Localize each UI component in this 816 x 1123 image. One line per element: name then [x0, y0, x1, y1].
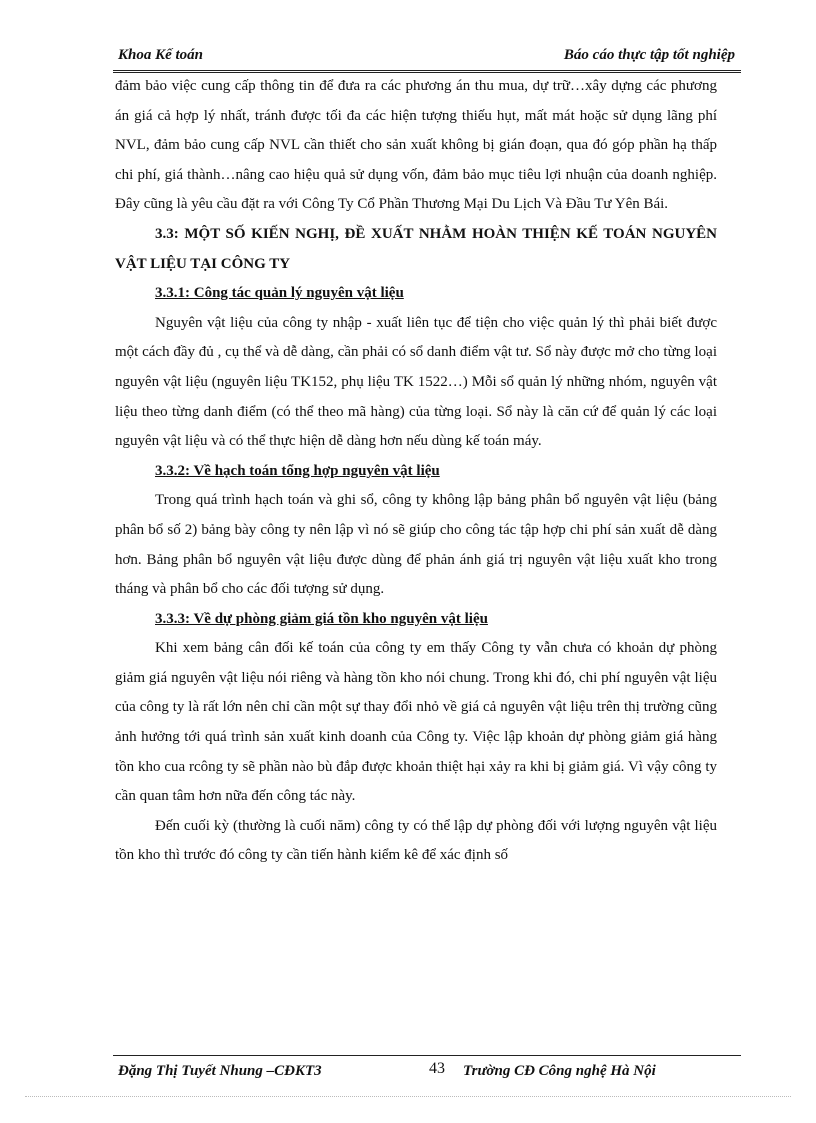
- paragraph-management: Nguyên vật liệu của công ty nhập - xuất liên tục để tiện cho việc quản lý thì phải biết được một cách đầy đủ , cụ thể và dễ dàng, cần phải có sổ danh điểm vật tư. Sổ này được mở cho từng loại nguyên vật liệu (nguyên liệu TK152, phụ liệu TK 1522…) Mỗi sổ quản lý những nhóm, nguyên vật liệu theo từng danh điểm (có thể theo mã hàng) của từng loại. Sổ này là căn cứ để quản lý các loại nguyên vật liệu và có thể thực hiện dễ dàng hơn nếu dùng kế toán máy.: [115, 314, 717, 450]
- subsection-title-3: 3.3.3: Về dự phòng giảm giá tồn kho nguyên vật liệu: [155, 610, 488, 627]
- footer-author: Đặng Thị Tuyết Nhung –CĐKT3: [118, 1063, 322, 1079]
- document-body: [115, 72, 717, 871]
- page-number: 43: [429, 1060, 445, 1077]
- subsection-heading-1: [115, 279, 717, 309]
- page-edge-divider: [25, 1096, 791, 1097]
- paragraph-accounting: Trong quá trình hạch toán và ghi sổ, công ty không lập bảng phân bổ nguyên vật liệu (bảng phân bổ số 2) bảng bày công ty nên lập vì nó sẽ giúp cho công tác tập hợp chi phí sản xuất dễ dàng hơn. Bảng phân bổ nguyên vật liệu được dùng để phản ánh giá trị nguyên vật liệu xuất kho trong tháng và phân bổ cho các đối tượng sử dụng.: [115, 492, 717, 598]
- paragraph-intro: đảm bảo việc cung cấp thông tin để đưa ra các phương án thu mua, dự trữ…xây dựng các phương án giá cả hợp lý nhất, tránh được tối đa các hiện tượng thiếu hụt, mất mát hoặc sử dụng lãng phí NVL, đảm bảo cung cấp NVL cần thiết cho sản xuất không bị gián đoạn, qua đó góp phần hạ thấp chi phí, giá thành…nâng cao hiệu quả sử dụng vốn, đảm bảo mục tiêu lợi nhuận của doanh nghiệp. Đây cũng là yêu cầu đặt ra với Công Ty Cổ Phần Thương Mại Du Lịch Và Đầu Tư Yên Bái.: [115, 78, 717, 213]
- header-report-title: Báo cáo thực tập tốt nghiệp: [563, 47, 735, 63]
- subsection-title-2: 3.3.2: Về hạch toán tổng hợp nguyên vật liệu: [155, 462, 440, 479]
- footer-school: Trường CĐ Công nghệ Hà Nội: [463, 1063, 656, 1079]
- page-header: [113, 44, 741, 73]
- section-heading: 3.3: MỘT SỐ KIẾN NGHỊ, ĐỀ XUẤT NHẰM HOÀN THIỆN KẾ TOÁN NGUYÊN VẬT LIỆU TẠI CÔNG TY: [115, 225, 717, 272]
- subsection-heading-3: [115, 605, 717, 635]
- subsection-title-1: 3.3.1: Công tác quản lý nguyên vật liệu: [155, 285, 404, 302]
- paragraph-provision: Khi xem bảng cân đối kế toán của công ty em thấy Công ty vẫn chưa có khoản dự phòng giảm giá nguyên vật liệu nói riêng và hàng tồn kho nói chung. Trong khi đó, chi phí nguyên vật liệu của công ty là rất lớn nên chỉ cần một sự thay đổi nhỏ về giá cả nguyên vật liệu trên thị trường cũng ảnh hưởng tới quá trình sản xuất kinh doanh của Công ty. Việc lập khoản dự phòng giảm giá hàng tồn kho cua rcông ty sẽ phần nào bù đắp được khoản thiệt hại xảy ra khi bị giảm giá. Vì vậy công ty cần quan tâm hơn nữa đến công tác này.: [115, 640, 717, 805]
- paragraph-year-end: Đến cuối kỳ (thường là cuối năm) công ty có thể lập dự phòng đối với lượng nguyên vật liệu tồn kho thì trước đó công ty cần tiến hành kiểm kê để xác định số: [115, 817, 717, 864]
- subsection-heading-2: [115, 457, 717, 487]
- page-footer: [113, 1055, 741, 1086]
- header-department: Khoa Kế toán: [118, 47, 204, 63]
